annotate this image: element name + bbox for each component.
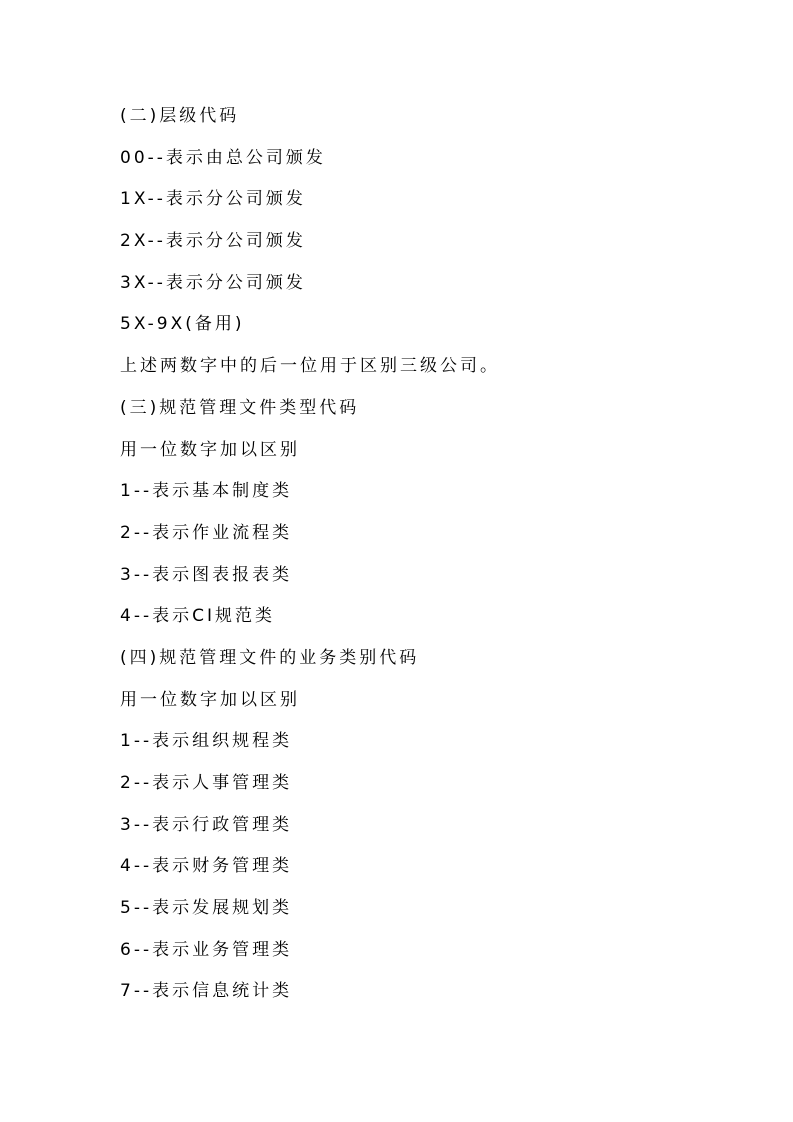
list-item: 2--表示作业流程类 <box>120 522 293 543</box>
list-item: 3X--表示分公司颁发 <box>120 272 306 293</box>
list-item: 1X--表示分公司颁发 <box>120 189 306 210</box>
paragraph: 上述两数字中的后一位用于区别三级公司。 <box>120 356 500 377</box>
list-item: 5--表示发展规划类 <box>120 898 293 919</box>
list-item: 3--表示行政管理类 <box>120 814 293 835</box>
section-heading-level-code: (二)层级代码 <box>120 106 240 126</box>
list-item: 1--表示组织规程类 <box>120 731 293 752</box>
paragraph: 用一位数字加以区别 <box>120 439 300 460</box>
section-heading-business-category-code: (四)规范管理文件的业务类别代码 <box>120 647 420 668</box>
document-body <box>120 102 720 1019</box>
list-item: 4--表示财务管理类 <box>120 856 293 877</box>
list-item: 2--表示人事管理类 <box>120 773 293 793</box>
paragraph: 用一位数字加以区别 <box>120 689 300 710</box>
list-item: 3--表示图表报表类 <box>120 564 293 585</box>
section-heading-file-type-code: (三)规范管理文件类型代码 <box>120 397 360 418</box>
list-item: 6--表示业务管理类 <box>120 939 293 960</box>
list-item: 4--表示CI规范类 <box>120 606 275 627</box>
list-item: 2X--表示分公司颁发 <box>120 231 306 252</box>
list-item: 1--表示基本制度类 <box>120 481 293 502</box>
list-item: 00--表示由总公司颁发 <box>120 147 326 168</box>
list-item: 7--表示信息统计类 <box>120 981 293 1002</box>
list-item: 5X-9X(备用) <box>120 314 245 335</box>
